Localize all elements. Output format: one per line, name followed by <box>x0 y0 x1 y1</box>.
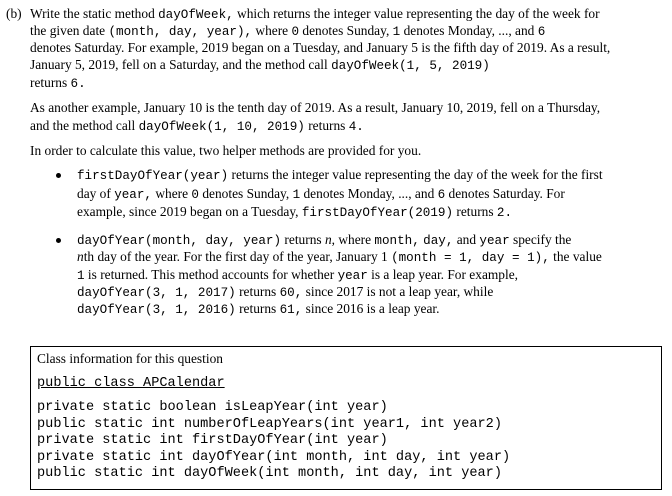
intro-line-3: denotes Saturday. For example, 2019 began on a Tuesday, and January 5 is the fifth day of 2019. As a result, <box>30 40 611 55</box>
example2-line-2: and the method call dayOfWeek(1, 10, 2019) returns 4. <box>30 118 364 134</box>
example2-line-1: As another example, January 10 is the tenth day of 2019. As a result, January 10, 2019, fell on a Thursday, <box>30 100 601 115</box>
helper-intro: In order to calculate this value, two helper methods are provided for you. <box>30 143 422 158</box>
bullet-1-line-1: firstDayOfYear(year) returns the integer value representing the day of the week for the first <box>77 167 603 183</box>
method-signature: private static int firstDayOfYear(int year) <box>37 433 388 448</box>
intro-line-5: returns 6. <box>30 75 86 91</box>
method-signature: public static int dayOfWeek(int month, int day, int year) <box>37 466 502 481</box>
bullet-2-dot <box>56 238 61 243</box>
bullet-1-line-3: example, since 2019 began on a Tuesday, firstDayOfYear(2019) returns 2. <box>77 204 513 220</box>
method-signature: public static int numberOfLeapYears(int year1, int year2) <box>37 417 502 432</box>
intro-line-2: the given date (month, day, year), where 0 denotes Sunday, 1 denotes Monday, ..., and 6 <box>30 23 546 39</box>
bullet-1-dot <box>56 173 61 178</box>
bullet-2-line-4: dayOfYear(3, 1, 2017) returns 60, since 2017 is not a leap year, while <box>77 284 494 300</box>
part-label: (b) <box>6 6 22 21</box>
class-info-box <box>30 346 662 490</box>
intro-line-4: January 5, 2019, fell on a Saturday, and the method call dayOfWeek(1, 5, 2019) <box>30 57 490 73</box>
class-declaration: public class APCalendar <box>37 376 225 391</box>
bullet-2-line-5: dayOfYear(3, 1, 2016) returns 61, since 2016 is a leap year. <box>77 301 440 317</box>
bullet-2-line-3: 1 is returned. This method accounts for whether year is a leap year. For example, <box>77 267 519 283</box>
class-info-heading: Class information for this question <box>37 351 223 366</box>
bullet-2-line-1: dayOfYear(month, day, year) returns n, where month, day, and year specify the <box>77 232 572 248</box>
method-signature: private static boolean isLeapYear(int year) <box>37 400 388 415</box>
bullet-2-line-2: nth day of the year. For the first day of the year, January 1 (month = 1, day = 1), the value <box>77 249 602 265</box>
method-signature: private static int dayOfYear(int month, int day, int year) <box>37 450 511 465</box>
bullet-1-line-2: day of year, where 0 denotes Sunday, 1 denotes Monday, ..., and 6 denotes Saturday. For <box>77 186 565 202</box>
intro-line-1: Write the static method dayOfWeek, which returns the integer value representing the day of the week for <box>30 6 600 22</box>
